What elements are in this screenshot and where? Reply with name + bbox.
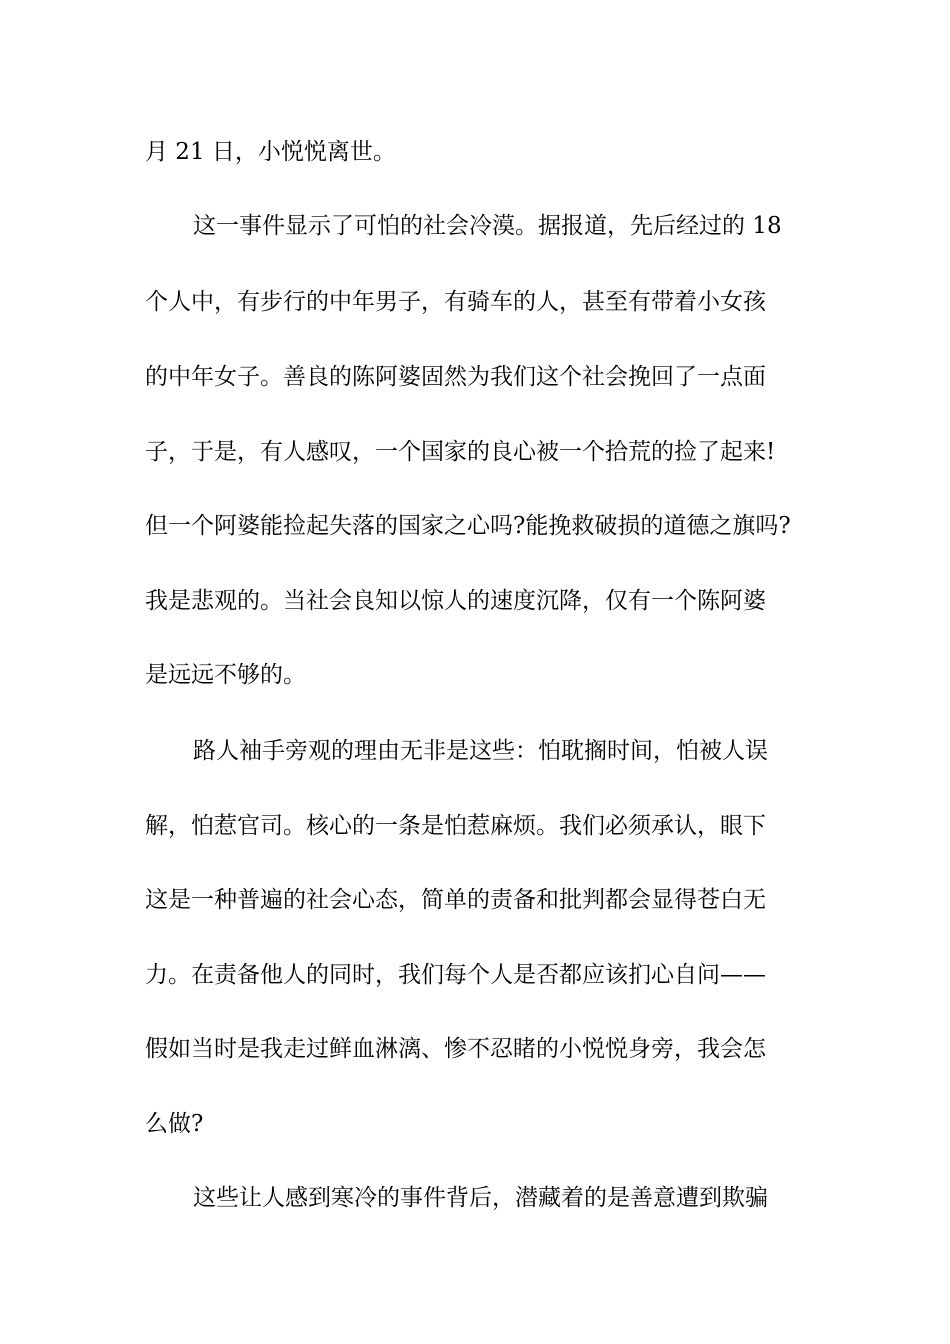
- text-line-7: 我是悲观的。当社会良知以惊人的速度沉降，仅有一个陈阿婆: [145, 588, 766, 614]
- text-line-9: 路人袖手旁观的理由无非是这些：怕耽搁时间，怕被人误: [193, 738, 768, 764]
- text-line-13: 假如当时是我走过鲜血淋漓、惨不忍睹的小悦悦身旁，我会怎: [145, 1036, 766, 1062]
- text-line-12: 力。在责备他人的同时，我们每个人是否都应该扪心自问——: [145, 962, 766, 988]
- text-line-3: 个人中，有步行的中年男子，有骑车的人，甚至有带着小女孩: [145, 289, 766, 315]
- text-line-14: 么做?: [145, 1111, 204, 1137]
- text-line-10: 解，怕惹官司。核心的一条是怕惹麻烦。我们必须承认，眼下: [145, 813, 766, 839]
- text-line-1: 月 21 日，小悦悦离世。: [145, 139, 396, 165]
- text-line-8: 是远远不够的。: [145, 662, 306, 688]
- text-line-5: 子，于是，有人感叹，一个国家的良心被一个拾荒的捡了起来!: [145, 439, 776, 465]
- text-line-11: 这是一种普遍的社会心态，简单的责备和批判都会显得苍白无: [145, 887, 766, 913]
- text-line-2: 这一事件显示了可怕的社会冷漠。据报道，先后经过的 18: [193, 213, 782, 239]
- text-line-15: 这些让人感到寒冷的事件背后，潜藏着的是善意遭到欺骗: [193, 1185, 768, 1211]
- text-line-4: 的中年女子。善良的陈阿婆固然为我们这个社会挽回了一点面: [145, 364, 766, 390]
- text-line-6: 但一个阿婆能捡起失落的国家之心吗?能挽救破损的道德之旗吗?: [145, 513, 791, 539]
